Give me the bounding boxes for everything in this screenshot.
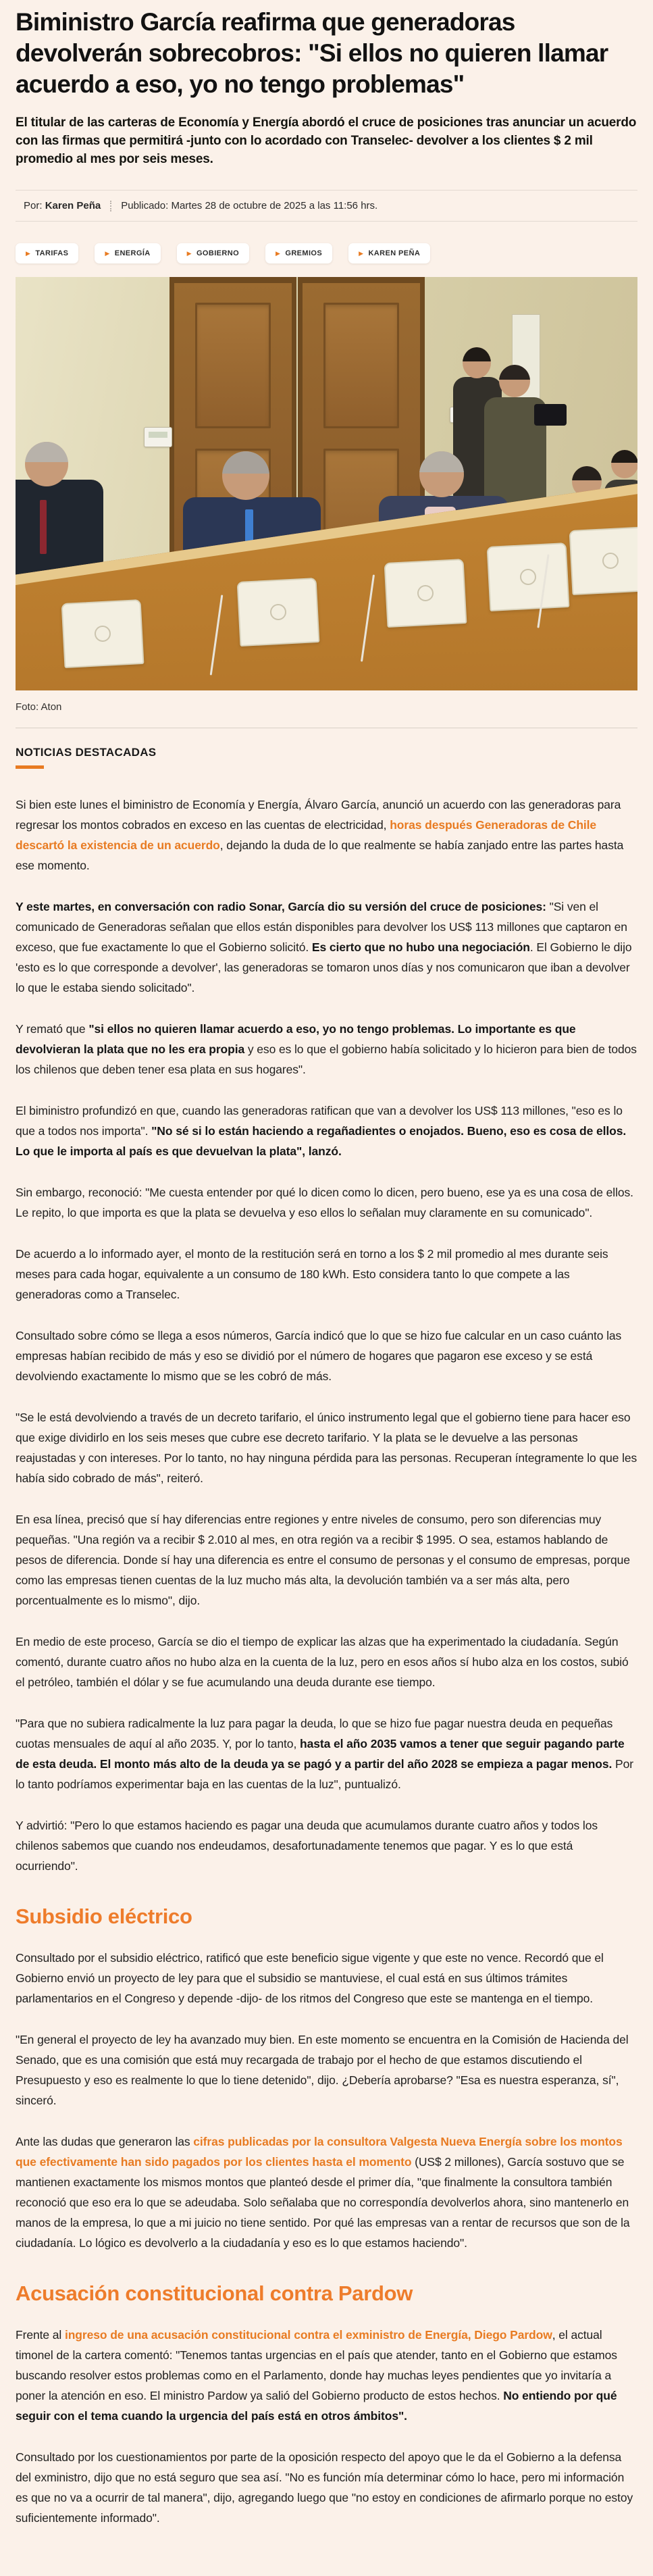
body-text: Consultado por el subsidio eléctrico, ratificó que este beneficio sigue vigente y que este no vence. Recordó que el Gobierno envió un proyecto de ley para que el subsidio se mantuviese, el cual está en sus últimos trámites parlamentarios en el Congreso y depende -dijo- de los ritmos del Congreso que este se mantenga en el tiempo. <box>16 1951 604 2005</box>
article-paragraph <box>16 1101 637 1161</box>
body-text: En esa línea, precisó que sí hay diferencias entre regiones y entre niveles de consumo, pero son diferencias muy pequeñas. "Una región va a recibir $ 2.010 al mes, en otra región va a recibir $ 1995. O sea, estamos hablando de pesos de diferencia. Donde sí hay una diferencia es entre el consumo de personas y el consumo de empresas, porque como las empresas tienen cuentas de la luz mucho más alta, la devolución también va a ser más alta, pero porcentualmente es lo mismo", dijo. <box>16 1513 630 1607</box>
tag-label: ENERGÍA <box>114 249 151 257</box>
person-hair <box>463 347 491 361</box>
author-name[interactable]: Karen Peña <box>45 200 101 211</box>
body-text: , dejando la duda de lo que realmente se había zanjado entre las partes hasta ese momento. <box>16 838 624 872</box>
photo-caption: Foto: Aton <box>16 701 62 713</box>
body-text: "En general el proyecto de ley ha avanzado muy bien. En este momento se encuentra en la Comisión de Hacienda del Senado, que es una comisión que está muy recargada de trabajo por el hecho de que estamos discutiendo el Presupuesto y eso es realmente lo que lo tiene detenido", dijo. ¿Debería aprobarse? "Esa es nuestra esperanza, sí", sinceró. <box>16 2033 629 2107</box>
article-paragraph <box>16 2029 637 2111</box>
laptop-emblem <box>417 584 434 601</box>
person-hair <box>611 450 637 463</box>
byline-author-label <box>24 200 101 211</box>
article-paragraph <box>16 1632 637 1692</box>
article-lead: El titular de las carteras de Economía y Energía abordó el cruce de posiciones tras anunciar un acuerdo con las firmas que permitirá -junto con lo acordado con Transelec- devolver a los clientes $ 2 mil promedio al mes por seis meses. <box>16 116 637 166</box>
body-text: Sin embargo, reconoció: "Me cuesta entender por qué lo dicen como lo dicen, pero bueno, ese ya es una cosa de ellos. Le repito, lo que importa es que la plata se devuelva y eso ellos lo señalan muy claramente en su comunicado". <box>16 1186 633 1219</box>
tag-pill[interactable] <box>348 243 430 263</box>
tag-label: GOBIERNO <box>196 249 240 257</box>
article-paragraph <box>16 2447 637 2528</box>
article-paragraph <box>16 2325 637 2426</box>
tag-pill[interactable] <box>16 243 78 263</box>
publish-date: Publicado: Martes 28 de octubre de 2025 a las 11:56 hrs. <box>121 200 378 211</box>
body-text: Consultado sobre cómo se llega a esos números, García indicó que lo que se hizo fue calcular en un caso cuánto las empresas habían recibido de más y eso se dividió por el número de hogares que pagaron ese exceso y se está devolviendo exactamente lo mismo que se les cobró de más. <box>16 1329 622 1383</box>
article-paragraph <box>16 1948 637 2009</box>
person-head <box>463 347 491 378</box>
tag-label: GREMIOS <box>285 249 323 257</box>
bold-text: Es cierto que no hubo una negociación <box>311 940 530 954</box>
body-text: De acuerdo a lo informado ayer, el monto de la restitución será en torno a los $ 2 mil promedio al mes durante seis meses para cada hogar, equivalente a un consumo de 180 kWh. Esto considera tanto lo que compete a las generadoras como a Transelec. <box>16 1247 608 1301</box>
body-text: , el actual timonel de la cartera comentó: "Tenemos tantas urgencias en el país que atender, tanto en el Gobierno que estamos buscando resolver estos problemas como en el Parlamento, donde hay muchas leyes pendientes que yo invitaría a poner la atención en eso. El ministro Pardow ya salió del Gobierno producto de estos hechos. <box>16 2328 617 2402</box>
body-text: Por lo tanto podríamos experimentar baja en las cuentas de la luz", puntualizó. <box>16 1757 633 1791</box>
body-text: Frente al <box>16 2328 65 2342</box>
article-page <box>16 0 637 2576</box>
body-text: . El Gobierno le dijo 'esto es lo que corresponde a devolver', las generadoras se tomaron unos días y nos comunicaron que iban a devolver lo que le estaba siendo solicitado". <box>16 940 632 994</box>
laptop-screen <box>384 559 467 628</box>
person-hair <box>222 451 269 474</box>
tag-arrow-icon: ▶ <box>105 249 110 257</box>
article-paragraph <box>16 1713 637 1794</box>
person-head <box>25 442 68 486</box>
person-head <box>611 450 637 478</box>
article-paragraph <box>16 1019 637 1080</box>
article-paragraph <box>16 1244 637 1305</box>
laptop-emblem <box>519 568 536 585</box>
article-paragraph <box>16 2131 637 2253</box>
tag-arrow-icon: ▶ <box>186 249 192 257</box>
laptop-screen <box>237 578 320 647</box>
person-hair <box>419 451 464 472</box>
body-text: Y advirtió: "Pero lo que estamos haciendo es pagar una deuda que acumulamos durante cuatro años y todos los chilenos sabemos que cuando nos endeudamos, desafortunadamente tenemos que pagar. Y es lo que está ocurriendo". <box>16 1819 598 1873</box>
wall-thermostat <box>144 427 172 447</box>
door-panel <box>195 303 270 428</box>
tag-label: TARIFAS <box>35 249 69 257</box>
section-heading: Acusación constitucional contra Pardow <box>16 2281 413 2305</box>
laptop-screen <box>487 542 570 611</box>
person-head <box>222 451 269 500</box>
person-hair <box>572 466 602 480</box>
thermostat-display <box>149 432 167 437</box>
person-head <box>499 365 530 397</box>
body-text: "Para que no subiera radicalmente la luz para pagar la deuda, lo que se hizo fue pagar nuestra deuda en pequeñas cuotas mensuales de aquí al año 2035. Y, por lo tanto, <box>16 1717 613 1750</box>
article-paragraph <box>16 896 637 998</box>
person-hair <box>499 365 530 380</box>
byline-divider <box>110 201 111 211</box>
tag-pill[interactable] <box>265 243 332 263</box>
bold-text: hasta el año 2035 vamos a tener que seguir pagando parte de esta deuda. El monto más alto de la deuda ya se pagó y a partir del año 2028 se empieza a pagar menos. <box>16 1737 625 1771</box>
person-head <box>419 451 464 497</box>
tag-arrow-icon: ▶ <box>276 249 281 257</box>
article-paragraph <box>16 794 637 876</box>
laptop-screen <box>61 599 145 668</box>
bold-text: No entiendo por qué seguir con el tema cuando la urgencia del país está en otros ámbitos". <box>16 2389 617 2423</box>
article-paragraph <box>16 1407 637 1488</box>
kicker-accent-bar <box>16 765 44 769</box>
article-paragraph <box>16 1815 637 1876</box>
article-link[interactable]: cifras publicadas por la consultora Valgesta Nueva Energía sobre los montos que efectivamente han sido pagados por los clientes hasta el momento <box>16 2135 623 2169</box>
bold-text: "si ellos no quieren llamar acuerdo a eso, yo no tengo problemas. Lo importante es que devolvieran la plata que no les era propia <box>16 1022 576 1056</box>
tag-pill[interactable] <box>177 243 249 263</box>
laptop-screen <box>569 526 637 595</box>
body-text: "Se le está devolviendo a través de un decreto tarifario, el único instrumento legal que el gobierno tiene para hacer eso que exige dividirlo en los seis meses que cubre ese decreto tarifario. Y la plata se le devuelve a las personas reajustadas y con intereses. Por lo tanto, no hay ninguna pérdida para las personas. Recuperan íntegramente lo que les había sido cobrado de más", reiteró. <box>16 1411 637 1485</box>
body-text: En medio de este proceso, García se dio el tiempo de explicar las alzas que ha experimentado la ciudadanía. Según comentó, durante cuatro años no hubo alza en la cuenta de la luz, pero en esos años sí hubo alza en los costos, subió el petróleo, también el dólar y se fue acumulando una deuda durante ese tiempo. <box>16 1635 629 1689</box>
body-text: Y remató que <box>16 1022 89 1036</box>
laptop-emblem <box>94 625 111 642</box>
por-label: Por: <box>24 200 43 211</box>
article-paragraph <box>16 1509 637 1611</box>
tag-arrow-icon: ▶ <box>26 249 31 257</box>
tag-label: KAREN PEÑA <box>368 249 421 257</box>
laptop-emblem <box>269 603 286 620</box>
body-text: Ante las dudas que generaron las <box>16 2135 194 2148</box>
body-text: y eso es lo que el gobierno había solicitado y lo hicieron para bien de todos los chilenos que deben tener esa plata en sus hogares". <box>16 1042 637 1076</box>
person-hair <box>25 442 68 462</box>
byline <box>16 190 637 222</box>
person-tie <box>40 500 47 554</box>
section-kicker: NOTICIAS DESTACADAS <box>16 746 157 759</box>
article-paragraph <box>16 1325 637 1386</box>
page-title: Biministro García reafirma que generadoras devolverán sobrecobros: "Si ellos no quieren llamar acuerdo a eso, yo no tengo problemas" <box>16 8 608 98</box>
body-text: "Si ven el comunicado de Generadoras señalan que ellos están disponibles para devolver los US$ 113 millones que captaron en exceso, que fue exactamente lo que el Gobierno solicitó. <box>16 900 627 954</box>
article-link[interactable]: ingreso de una acusación constitucional contra el exministro de Energía, Diego Pardow <box>64 2328 552 2342</box>
body-text: El biministro profundizó en que, cuando las generadoras ratifican que van a devolver los US$ 113 millones, "eso es lo que a todos nos importa". <box>16 1104 623 1138</box>
article-body <box>16 794 637 2576</box>
tag-list <box>16 243 637 263</box>
body-text: Si bien este lunes el biministro de Economía y Energía, Álvaro García, anunció un acuerdo con las generadoras para regresar los montos cobrados en exceso en las cuentas de electricidad, <box>16 798 621 832</box>
bold-text: "No sé si lo están haciendo a regañadientes o enojados. Bueno, eso es cosa de ellos. Lo que le importa al país es que devuelvan la plata", lanzó. <box>16 1124 627 1158</box>
camera-icon <box>534 404 567 426</box>
laptop-emblem <box>602 552 619 569</box>
article-paragraph <box>16 1182 637 1223</box>
section-heading: Subsidio eléctrico <box>16 1904 192 1928</box>
article-link[interactable]: horas después Generadoras de Chile descartó la existencia de un acuerdo <box>16 818 597 852</box>
bold-text: Y este martes, en conversación con radio Sonar, García dio su versión del cruce de posiciones: <box>16 900 550 913</box>
tag-arrow-icon: ▶ <box>359 249 364 257</box>
door-panel <box>323 303 398 428</box>
body-text: Consultado por los cuestionamientos por parte de la oposición respecto del apoyo que le da el Gobierno a la defensa del exministro, dijo que no está seguro que sea así. "No es función mía determinar cómo lo hace, pero mi información es que no va a ocurrir de tal manera", dijo, agregando luego que "no estoy en condiciones de afirmarlo porque no estoy suficientemente informado". <box>16 2450 633 2525</box>
article-photo <box>16 277 637 690</box>
body-text: (US$ 2 millones), García sostuvo que se mantienen exactamente los mismos montos que planteó desde el primer día, "que finalmente la consultora también reconoció que eso era lo que se adeudaba. Solo señalaba que no correspondía devolverlos ahora, sino mantenerlo en manos de la empresa, lo que a mi juicio no tiene sentido. Por qué las empresas van a rentar de recursos que son de la ciudadanía. Lo lógico es devolverlo a la ciudadanía y eso es lo que estamos haciendo". <box>16 2155 630 2250</box>
tag-pill[interactable] <box>95 243 160 263</box>
